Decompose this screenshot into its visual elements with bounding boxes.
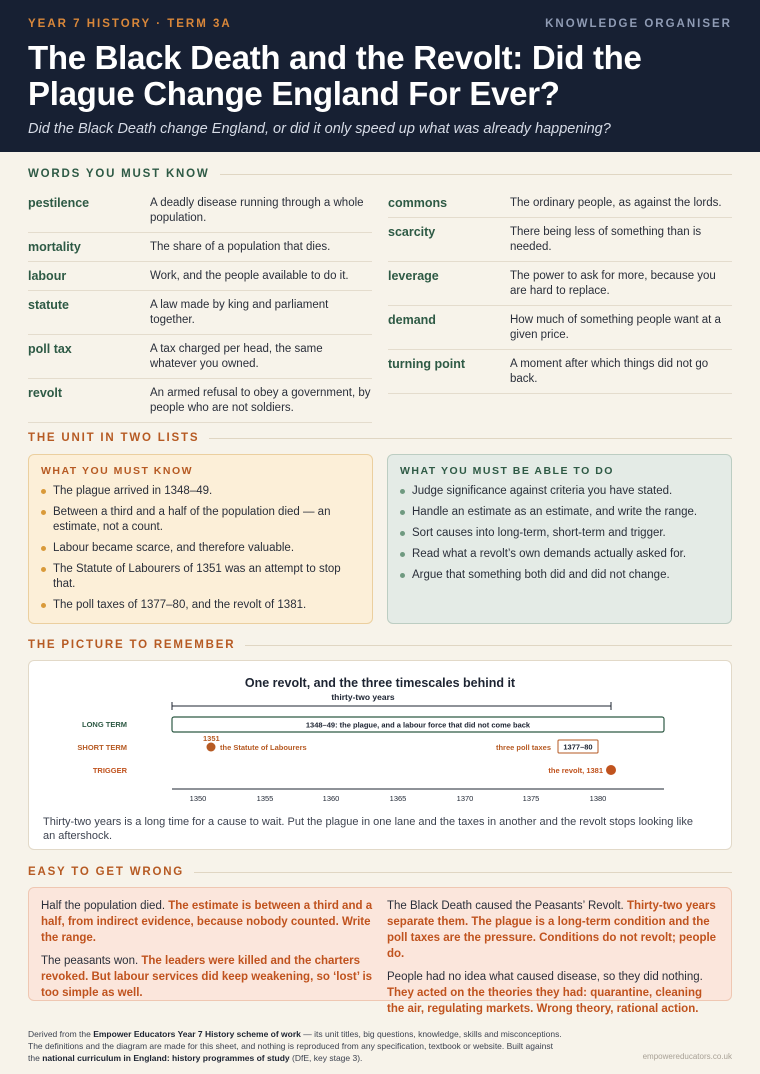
statute-marker: [207, 743, 216, 752]
vocab-definition: Work, and the people available to do it.: [150, 270, 349, 282]
statute-label: the Statute of Labourers: [220, 743, 307, 752]
section-heading-picture: [28, 639, 732, 651]
axis-tick-label: 1370: [456, 794, 474, 803]
list-item: The Statute of Labourers of 1351 was an attempt to stop that.: [41, 562, 360, 592]
divider: [194, 872, 732, 873]
timeline-diagram: [28, 660, 732, 850]
misconception: [41, 953, 373, 1001]
misconception-correction: The leaders were killed and the charters revoked. But labour services did keep weakening, so ‘lost’ is too simple as well.: [41, 955, 373, 999]
misconceptions-column-right: [387, 898, 719, 1015]
must-know-list: [41, 484, 360, 613]
must-do-heading: WHAT YOU MUST BE ABLE TO DO: [400, 465, 614, 477]
footer-credits: [28, 1028, 732, 1064]
vocab-definition: An armed refusal to obey a government, by people who are not soldiers.: [150, 387, 371, 414]
diagram-title: One revolt, and the three timescales behind it: [244, 676, 516, 690]
vocab-row: [388, 350, 732, 394]
must-do-list: [400, 484, 719, 583]
vocab-term: statute: [28, 298, 69, 312]
vocab-definition: A law made by king and parliament together.: [150, 299, 329, 326]
vocab-term: leverage: [388, 269, 439, 283]
page-subtitle: Did the Black Death change England, or did it only speed up what was already happening?: [28, 121, 611, 137]
section-heading-label: THE UNIT IN TWO LISTS: [28, 432, 200, 444]
vocab-definition: The power to ask for more, because you are hard to replace.: [510, 270, 716, 297]
axis-tick-label: 1375: [522, 794, 540, 803]
divider: [220, 174, 732, 175]
vocab-row: [28, 291, 372, 335]
axis-tick-label: 1350: [189, 794, 207, 803]
section-heading-words: [28, 168, 732, 180]
vocabulary: [28, 188, 732, 423]
list-item: Between a third and a half of the population died — an estimate, not a count.: [41, 505, 360, 535]
vocab-term: demand: [388, 313, 436, 327]
curriculum-name: national curriculum in England: history programmes of study: [42, 1053, 290, 1063]
vocab-row: [28, 188, 372, 233]
footer-text: (DfE, key stage 3).: [289, 1053, 363, 1063]
vocab-term: turning point: [388, 357, 466, 371]
misconception-correction: The estimate is between a third and a half, from indirect evidence, because nobody counted. Write the range.: [41, 900, 373, 944]
vocab-definition: How much of something people want at a given price.: [510, 314, 721, 341]
misconception-correction: Thirty-two years separate them. The plague is a long-term condition and the poll taxes are the pressure. Conditions do not revolt; people do.: [387, 900, 717, 960]
revolt-marker: [606, 765, 616, 775]
misconception: [387, 969, 719, 1017]
vocab-definition: A deadly disease running through a whole population.: [150, 197, 364, 224]
axis-tick-label: 1355: [256, 794, 274, 803]
section-heading-lists: [28, 432, 732, 444]
list-item: The poll taxes of 1377–80, and the revolt of 1381.: [41, 598, 360, 613]
vocab-term: revolt: [28, 386, 63, 400]
misconception: [387, 898, 719, 962]
header: [0, 0, 760, 152]
misconception-claim: The peasants won.: [41, 955, 142, 967]
diagram-caption: Thirty-two years is a long time for a cause to wait. Put the plague in one lane and the taxes in another and the revolt stops looking like an aftershock.: [43, 816, 693, 842]
vocab-row: [388, 188, 732, 218]
long-term-bar-label: 1348–49: the plague, and a labour force that did not come back: [305, 720, 531, 730]
footer-text: The definitions and the diagram are made for this sheet, and nothing is reproduced from any specification, textbook or website. Built against: [28, 1041, 553, 1051]
two-lists: [28, 454, 732, 624]
list-item: Sort causes into long-term, short-term and trigger.: [400, 526, 719, 541]
must-know-heading: WHAT YOU MUST KNOW: [41, 465, 194, 477]
vocab-row: [28, 335, 372, 379]
vocab-row: [28, 233, 372, 262]
vocab-row: [28, 262, 372, 291]
page-title: The Black Death and the Revolt: Did the Plague Change England For Ever?: [28, 39, 642, 112]
footer-text: the: [28, 1053, 43, 1063]
vocab-definition: There being less of something than is needed.: [510, 226, 702, 253]
vocab-row: [388, 262, 732, 306]
vocab-column-right: [388, 188, 732, 423]
vocab-row: [28, 379, 372, 423]
must-do-box: [387, 454, 732, 624]
scheme-of-work-name: Empower Educators Year 7 History scheme of work: [93, 1029, 301, 1039]
lane-label-short: SHORT TERM: [77, 743, 127, 752]
misconception-correction: They acted on the theories they had: quarantine, cleaning the air, regulating markets. Wrong theory, rational action.: [387, 987, 703, 1015]
list-item: Handle an estimate as an estimate, and write the range.: [400, 505, 719, 520]
footer-text: — its unit titles, big questions, knowledge, skills and misconceptions.: [300, 1029, 562, 1039]
vocab-column-left: [28, 188, 372, 423]
vocab-definition: A moment after which things did not go back.: [510, 358, 709, 385]
list-item: Labour became scarce, and therefore valuable.: [41, 541, 360, 556]
vocab-term: mortality: [28, 240, 81, 254]
section-heading-label: THE PICTURE TO REMEMBER: [28, 639, 236, 651]
vocab-row: [388, 306, 732, 350]
vocab-term: commons: [388, 196, 448, 210]
span-label: thirty-two years: [331, 692, 395, 702]
poll-tax-label: three poll taxes: [495, 743, 551, 752]
misconception-claim: Half the population died.: [41, 900, 169, 912]
statute-year: 1351: [203, 734, 220, 743]
revolt-label: the revolt, 1381: [548, 766, 603, 775]
lane-label-trigger: TRIGGER: [92, 766, 127, 775]
misconception-claim: People had no idea what caused disease, so they did nothing.: [387, 971, 703, 983]
footer-text: Derived from the: [28, 1029, 94, 1039]
misconception: [41, 898, 373, 946]
list-item: Read what a revolt’s own demands actually asked for.: [400, 547, 719, 562]
section-heading-label: EASY TO GET WRONG: [28, 866, 185, 878]
lane-label-long: LONG TERM: [82, 720, 127, 729]
axis-tick-label: 1380: [589, 794, 607, 803]
axis-tick-label: 1360: [322, 794, 340, 803]
list-item: Judge significance against criteria you have stated.: [400, 484, 719, 499]
poll-tax-years: 1377–80: [563, 742, 593, 752]
vocab-row: [388, 218, 732, 262]
must-know-box: [28, 454, 373, 624]
misconceptions-box: [28, 887, 732, 1015]
axis-tick-label: 1365: [389, 794, 407, 803]
divider: [245, 645, 732, 646]
vocab-definition: The ordinary people, as against the lords.: [510, 197, 722, 209]
footer-url: empowereducators.co.uk: [642, 1052, 732, 1061]
document-type: KNOWLEDGE ORGANISER: [545, 18, 732, 30]
divider: [209, 438, 732, 439]
vocab-term: labour: [28, 269, 67, 283]
vocab-term: pestilence: [28, 196, 90, 210]
section-heading-label: WORDS YOU MUST KNOW: [28, 168, 210, 180]
vocab-definition: A tax charged per head, the same whatever you owned.: [150, 343, 323, 370]
vocab-term: scarcity: [388, 225, 436, 239]
section-heading-wrong: [28, 866, 732, 878]
list-item: The plague arrived in 1348–49.: [41, 484, 360, 499]
course-eyebrow: YEAR 7 HISTORY · TERM 3A: [28, 18, 232, 30]
vocab-definition: The share of a population that dies.: [150, 241, 331, 253]
misconceptions-column-left: [41, 898, 373, 999]
vocab-term: poll tax: [28, 342, 72, 356]
misconception-claim: The Black Death caused the Peasants’ Revolt.: [387, 900, 627, 912]
list-item: Argue that something both did and did not change.: [400, 568, 719, 583]
timeline-svg: [29, 661, 733, 811]
header-top: [28, 18, 732, 30]
